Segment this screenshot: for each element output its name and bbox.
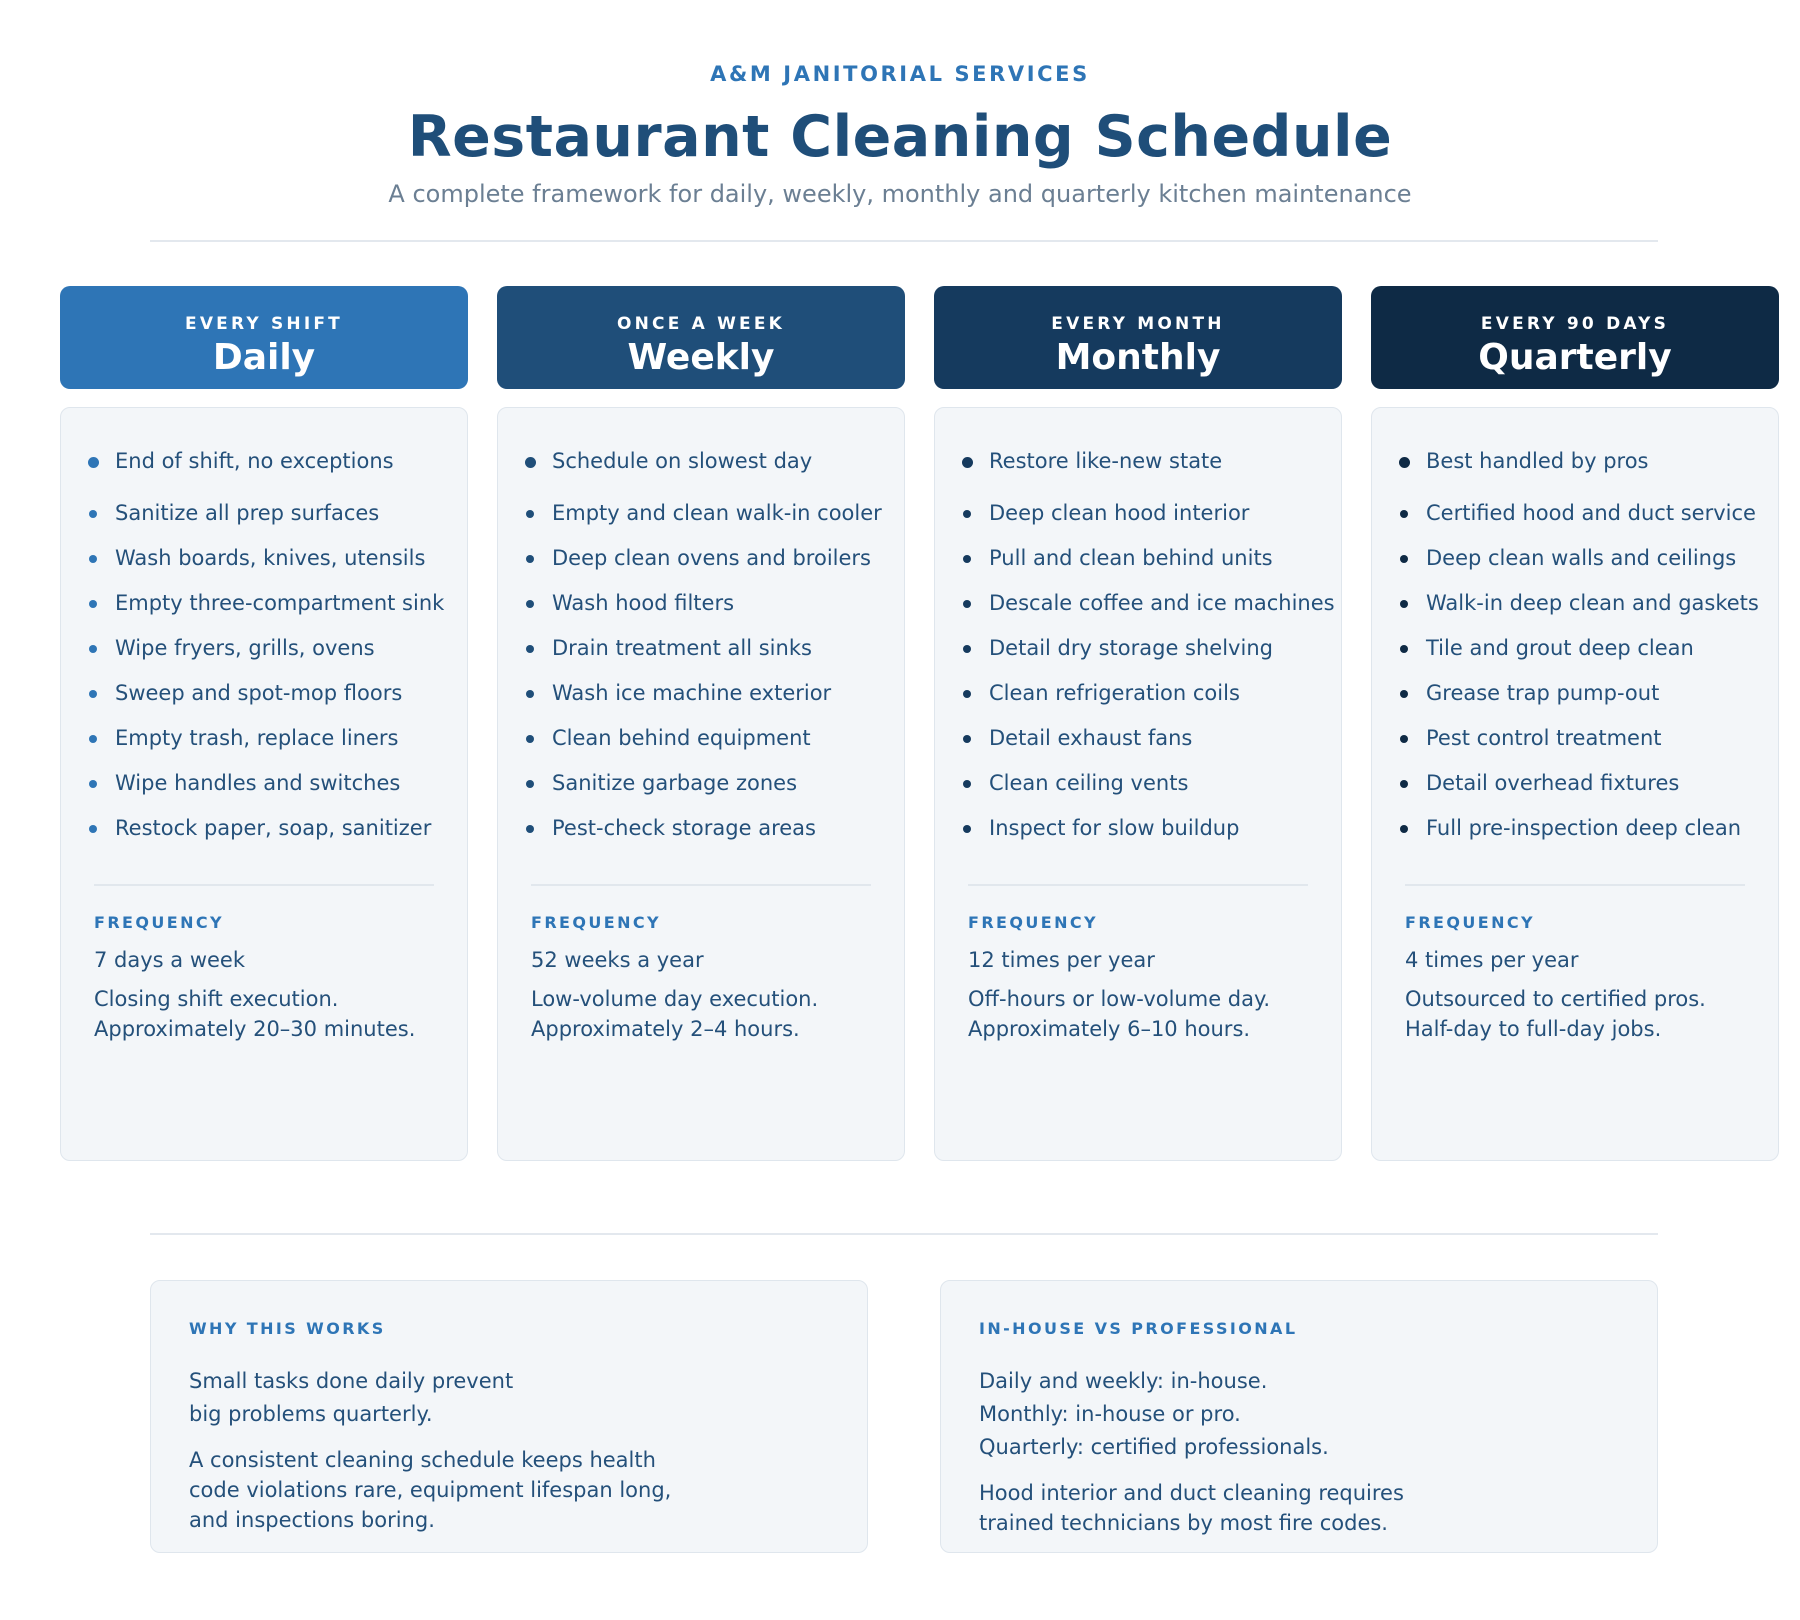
bullet-icon (525, 457, 536, 468)
task-label: Pull and clean behind units (989, 546, 1273, 570)
bullet-icon (89, 825, 97, 833)
column-name: Monthly (1055, 337, 1221, 378)
bullet-icon (962, 457, 973, 468)
task-item (526, 716, 904, 761)
bullet-icon (526, 690, 534, 698)
column-name: Quarterly (1478, 337, 1672, 378)
bullet-icon (1400, 780, 1408, 788)
column-name: Daily (212, 337, 316, 378)
bullet-icon (1400, 825, 1408, 833)
note-line: Low-volume day execution. (531, 987, 819, 1011)
frequency-label: FREQUENCY (531, 913, 662, 932)
bottom-divider (150, 1233, 1658, 1235)
lead-line: big problems quarterly. (189, 1402, 433, 1426)
why-this-works-panel (150, 1280, 868, 1553)
task-list (1400, 442, 1778, 851)
task-list (526, 442, 904, 851)
task-label: Clean refrigeration coils (989, 681, 1240, 705)
bullet-icon (89, 735, 97, 743)
task-label: Wash ice machine exterior (552, 681, 832, 705)
panel-text (189, 1445, 829, 1535)
bullet-icon (963, 735, 971, 743)
task-label: Wash boards, knives, utensils (115, 546, 426, 570)
task-item (89, 491, 467, 536)
task-item (963, 671, 1341, 716)
frequency-value: 7 days a week (94, 948, 245, 972)
panel-text (979, 1478, 1619, 1538)
bullet-icon (526, 510, 534, 518)
column-monthly (934, 286, 1342, 1161)
note-line: Off-hours or low-volume day. (968, 987, 1271, 1011)
column-eyebrow: EVERY SHIFT (185, 314, 343, 334)
task-label: Empty three-compartment sink (115, 591, 445, 615)
panel-label: WHY THIS WORKS (189, 1319, 386, 1338)
task-item (1400, 806, 1778, 851)
bullet-icon (89, 645, 97, 653)
task-item (963, 626, 1341, 671)
task-item (1400, 491, 1778, 536)
bullet-icon (526, 645, 534, 653)
bullet-icon (1400, 600, 1408, 608)
task-item (89, 671, 467, 716)
bullet-icon (89, 600, 97, 608)
task-label: Walk-in deep clean and gaskets (1426, 591, 1759, 615)
task-item (89, 442, 467, 491)
task-label: Wipe handles and switches (115, 771, 401, 795)
task-item (963, 581, 1341, 626)
task-label: Empty trash, replace liners (115, 726, 399, 750)
column-divider (1405, 884, 1745, 886)
task-list (963, 442, 1341, 851)
column-header (497, 286, 905, 389)
task-label: Grease trap pump-out (1426, 681, 1660, 705)
bullet-icon (526, 735, 534, 743)
task-item (89, 761, 467, 806)
lead-line: Monthly: in-house or pro. (979, 1402, 1241, 1426)
bullet-icon (1399, 457, 1410, 468)
frequency-note (531, 984, 818, 1044)
task-item (1400, 716, 1778, 761)
task-label: Detail exhaust fans (989, 726, 1193, 750)
task-item (526, 442, 904, 491)
task-label: Drain treatment all sinks (552, 636, 812, 660)
bullet-icon (89, 780, 97, 788)
task-label: Descale coffee and ice machines (989, 591, 1335, 615)
frequency-note (968, 984, 1270, 1044)
task-item (1400, 442, 1778, 491)
task-list (89, 442, 467, 851)
column-body (1371, 407, 1779, 1161)
task-item (1400, 536, 1778, 581)
task-label: End of shift, no exceptions (115, 449, 394, 473)
top-divider (150, 240, 1658, 242)
frequency-label: FREQUENCY (94, 913, 225, 932)
column-header (60, 286, 468, 389)
text-line: Hood interior and duct cleaning requires (979, 1481, 1404, 1505)
task-item (526, 671, 904, 716)
panel-lead (189, 1365, 829, 1431)
column-eyebrow: EVERY 90 DAYS (1480, 314, 1670, 334)
task-label: Restock paper, soap, sanitizer (115, 816, 432, 840)
task-label: Empty and clean walk-in cooler (552, 501, 882, 525)
bullet-icon (526, 825, 534, 833)
column-body (497, 407, 905, 1161)
text-line: code violations rare, equipment lifespan long, (189, 1478, 672, 1502)
column-divider (968, 884, 1308, 886)
task-label: Inspect for slow buildup (989, 816, 1240, 840)
bullet-icon (963, 645, 971, 653)
task-label: Sweep and spot-mop floors (115, 681, 403, 705)
panel-lead (979, 1365, 1619, 1464)
lead-line: Daily and weekly: in-house. (979, 1369, 1268, 1393)
in-house-vs-professional-panel (940, 1280, 1658, 1553)
task-label: Full pre-inspection deep clean (1426, 816, 1742, 840)
note-line: Approximately 20–30 minutes. (94, 1017, 416, 1041)
text-line: and inspections boring. (189, 1508, 435, 1532)
task-item (963, 806, 1341, 851)
frequency-label: FREQUENCY (1405, 913, 1536, 932)
task-label: Deep clean walls and ceilings (1426, 546, 1737, 570)
task-item (963, 761, 1341, 806)
bullet-icon (963, 780, 971, 788)
frequency-value: 4 times per year (1405, 948, 1579, 972)
lead-line: Small tasks done daily prevent (189, 1369, 514, 1393)
task-item (526, 761, 904, 806)
column-body (934, 407, 1342, 1161)
note-line: Approximately 2–4 hours. (531, 1017, 800, 1041)
bullet-icon (526, 555, 534, 563)
task-item (526, 581, 904, 626)
task-item (89, 806, 467, 851)
brand-name: A&M JANITORIAL SERVICES (710, 62, 1090, 86)
task-item (526, 806, 904, 851)
text-line: A consistent cleaning schedule keeps health (189, 1448, 656, 1472)
task-label: Detail dry storage shelving (989, 636, 1273, 660)
bullet-icon (963, 555, 971, 563)
text-line: trained technicians by most fire codes. (979, 1511, 1388, 1535)
column-divider (531, 884, 871, 886)
note-line: Closing shift execution. (94, 987, 339, 1011)
task-label: Tile and grout deep clean (1426, 636, 1694, 660)
task-item (963, 716, 1341, 761)
task-item (963, 491, 1341, 536)
task-item (89, 536, 467, 581)
task-item (526, 491, 904, 536)
task-item (963, 536, 1341, 581)
task-label: Pest control treatment (1426, 726, 1662, 750)
bullet-icon (89, 510, 97, 518)
column-eyebrow: ONCE A WEEK (616, 314, 786, 334)
frequency-note (1405, 984, 1706, 1044)
bullet-icon (526, 780, 534, 788)
column-weekly (497, 286, 905, 1161)
task-item (89, 581, 467, 626)
note-line: Approximately 6–10 hours. (968, 1017, 1251, 1041)
frequency-label: FREQUENCY (968, 913, 1099, 932)
task-label: Wash hood filters (552, 591, 735, 615)
task-label: Pest-check storage areas (552, 816, 816, 840)
note-line: Half-day to full-day jobs. (1405, 1017, 1662, 1041)
bullet-icon (89, 555, 97, 563)
task-item (1400, 626, 1778, 671)
task-label: Deep clean ovens and broilers (552, 546, 871, 570)
column-daily (60, 286, 468, 1161)
bullet-icon (1400, 510, 1408, 518)
task-label: Wipe fryers, grills, ovens (115, 636, 375, 660)
column-body (60, 407, 468, 1161)
task-label: Clean behind equipment (552, 726, 811, 750)
note-line: Outsourced to certified pros. (1405, 987, 1706, 1011)
column-name: Weekly (627, 337, 775, 378)
page-subtitle: A complete framework for daily, weekly, monthly and quarterly kitchen maintenance (388, 180, 1412, 208)
task-label: Clean ceiling vents (989, 771, 1189, 795)
bullet-icon (89, 690, 97, 698)
bullet-icon (526, 600, 534, 608)
task-label: Best handled by pros (1426, 449, 1649, 473)
task-item (1400, 581, 1778, 626)
column-header (1371, 286, 1779, 389)
column-quarterly (1371, 286, 1779, 1161)
bullet-icon (1400, 690, 1408, 698)
frequency-value: 12 times per year (968, 948, 1155, 972)
task-label: Detail overhead fixtures (1426, 771, 1680, 795)
panel-label: IN-HOUSE VS PROFESSIONAL (979, 1319, 1298, 1338)
task-label: Deep clean hood interior (989, 501, 1250, 525)
task-label: Schedule on slowest day (552, 449, 813, 473)
bullet-icon (1400, 735, 1408, 743)
bullet-icon (1400, 645, 1408, 653)
bullet-icon (963, 510, 971, 518)
lead-line: Quarterly: certified professionals. (979, 1435, 1329, 1459)
bullet-icon (963, 600, 971, 608)
task-label: Restore like-new state (989, 449, 1223, 473)
task-item (89, 716, 467, 761)
frequency-note (94, 984, 415, 1044)
bullet-icon (1400, 555, 1408, 563)
task-item (89, 626, 467, 671)
task-item (963, 442, 1341, 491)
bullet-icon (963, 825, 971, 833)
task-label: Certified hood and duct service (1426, 501, 1756, 525)
task-item (1400, 761, 1778, 806)
frequency-value: 52 weeks a year (531, 948, 704, 972)
task-item (526, 626, 904, 671)
column-header (934, 286, 1342, 389)
column-eyebrow: EVERY MONTH (1051, 314, 1225, 334)
task-item (526, 536, 904, 581)
column-divider (94, 884, 434, 886)
task-label: Sanitize garbage zones (552, 771, 798, 795)
task-label: Sanitize all prep surfaces (115, 501, 380, 525)
bullet-icon (963, 690, 971, 698)
task-item (1400, 671, 1778, 716)
page-title: Restaurant Cleaning Schedule (407, 104, 1393, 170)
bullet-icon (88, 457, 99, 468)
